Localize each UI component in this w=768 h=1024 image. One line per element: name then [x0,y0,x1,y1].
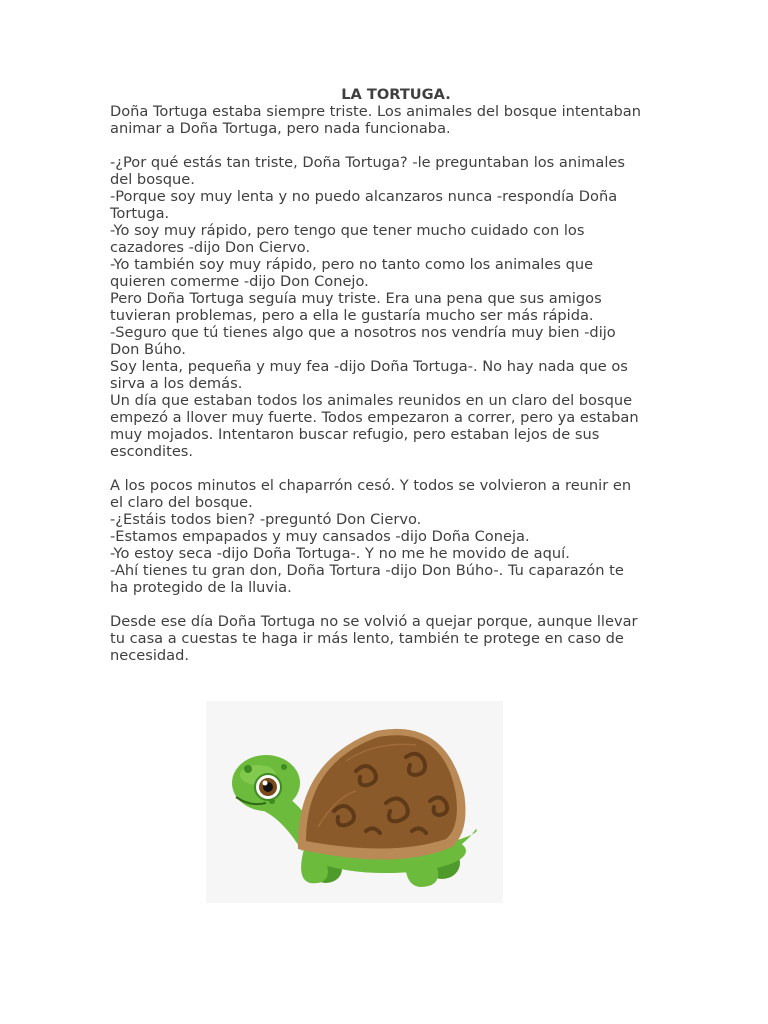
paragraph-moral: Desde ese día Doña Tortuga no se volvió a quejar porque, aunque llevar tu casa a cuestas te haga ir más lento, también te protege en caso de necesidad. [110,613,638,664]
paragraph-after-rain: A los pocos minutos el chaparrón cesó. Y todos se volvieron a reunir en el claro del bosque. -¿Estáis todos bien? -preguntó Don Ciervo. -Estamos empapados y muy cansados -dijo Doña Coneja. -Yo estoy seca -dijo Doña Tortuga-. Y no me he movido de aquí. -Ahí tienes tu gran don, Doña Tortura -dijo Don Búho-. Tu caparazón te ha protegido de la lluvia. [110,477,632,596]
story-text [110,86,670,664]
paragraph-dialogue: -¿Por qué estás tan triste, Doña Tortuga? -le preguntaban los animales del bosque. -Porque soy muy lenta y no puedo alcanzaros nunca -respondía Doña Tortuga. -Yo soy muy rápido, pero tengo que tener mucho cuidado con los cazadores -dijo Don Ciervo. -Yo también soy muy rápido, pero no tanto como los animales que quieren comerme -dijo Don Conejo. Pero Doña Tortuga seguía muy triste. Era una pena que sus amigos tuvieran problemas, pero a ella le gustaría mucho ser más rápida. -Seguro que tú tienes algo que a nosotros nos vendría muy bien -dijo Don Búho. Soy lenta, pequeña y muy fea -dijo Doña Tortuga-. No hay nada que os sirva a los demás. Un día que estaban todos los animales reunidos en un claro del bosque empezó a llover muy fuerte. Todos empezaron a correr, pero ya estaban muy mojados. Intentaron buscar refugio, pero estaban lejos de sus escondites. [110,154,639,460]
paragraph-intro: Doña Tortuga estaba siempre triste. Los animales del bosque intentaban animar a Doña Tortuga, pero nada funcionaba. [110,103,642,137]
story-title: LA TORTUGA. [341,86,451,103]
turtle-icon [206,701,503,903]
turtle-illustration [206,701,503,903]
turtle-shell [306,735,457,848]
